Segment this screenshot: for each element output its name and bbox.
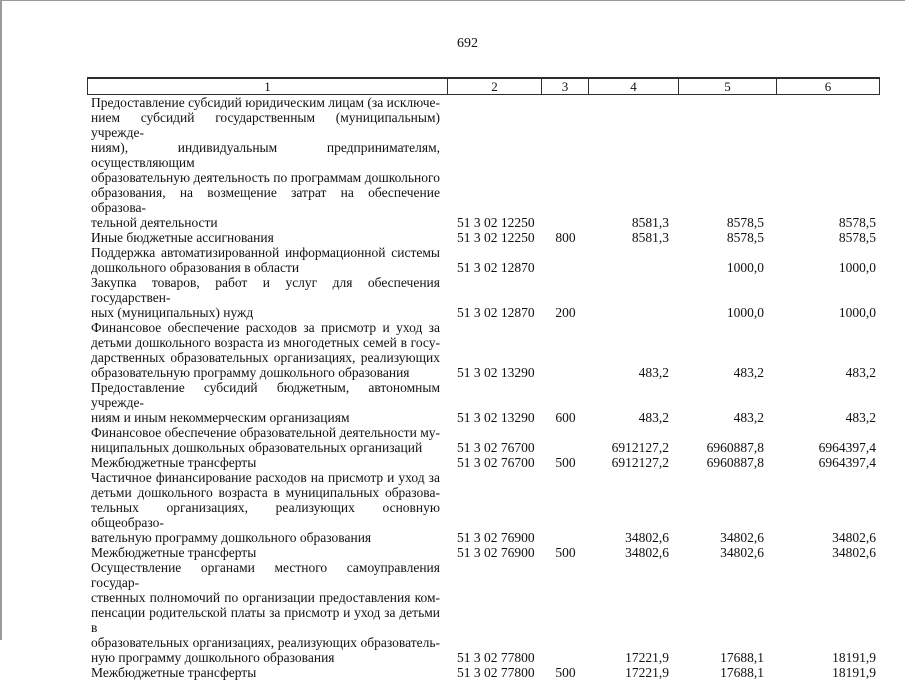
- table-row: [87, 95, 880, 230]
- amount-cell-col6: 483,2: [845, 410, 876, 425]
- description-cell: [87, 425, 448, 455]
- amount-cell-col4: 17221,9: [625, 665, 669, 680]
- table-row: [87, 470, 880, 545]
- amount-cell-col4: 6912127,2: [611, 440, 669, 455]
- expense-type-cell: 500: [555, 455, 576, 470]
- amount-cell-col4: 8581,3: [631, 215, 669, 230]
- description-line: Предоставление субсидий бюджетным, автономным учрежде-: [91, 380, 440, 410]
- table-row: [87, 545, 880, 560]
- header-col-1: 1: [88, 79, 448, 94]
- amount-cell-col5: 34802,6: [720, 530, 764, 545]
- table-row: [87, 230, 880, 245]
- amount-cell-col6: 6964397,4: [818, 440, 876, 455]
- header-col-2: 2: [448, 79, 542, 94]
- description-line: Межбюджетные трансферты: [91, 665, 257, 680]
- target-code-cell: 51 3 02 76900: [457, 530, 535, 545]
- description-line: Частичное финансирование расходов на присмотр и уход за: [91, 470, 440, 485]
- description-line: тельной деятельности: [91, 215, 218, 230]
- expense-type-cell: 600: [555, 410, 576, 425]
- table-row: [87, 245, 880, 275]
- amount-cell-col4: 17221,9: [625, 650, 669, 665]
- amount-cell-col6: 18191,9: [832, 650, 876, 665]
- description-line: ниципальных дошкольных образовательных организаций: [91, 440, 423, 455]
- description-line: Межбюджетные трансферты: [91, 455, 257, 470]
- table-row: [87, 560, 880, 665]
- target-code-cell: 51 3 02 13290: [457, 365, 535, 380]
- table-row: [87, 665, 880, 680]
- amount-cell-col5: 1000,0: [726, 305, 764, 320]
- target-code-cell: 51 3 02 13290: [457, 410, 535, 425]
- description-line: нием субсидий государственным (муниципальным) учрежде-: [91, 110, 440, 140]
- description-line: пенсации родительской платы за присмотр и уход за детьми в: [91, 605, 440, 635]
- expense-type-cell: 200: [555, 305, 576, 320]
- amount-cell-col5: 34802,6: [720, 545, 764, 560]
- description-cell: [87, 470, 448, 545]
- amount-cell-col4: 34802,6: [625, 545, 669, 560]
- description-line: образования, на возмещение затрат на обеспечение образова-: [91, 185, 440, 215]
- description-line: Осуществление органами местного самоуправления государ-: [91, 560, 440, 590]
- target-code-cell: 51 3 02 76900: [457, 545, 535, 560]
- target-code-cell: 51 3 02 12870: [457, 260, 535, 275]
- description-line: образовательную деятельность по программам дошкольного: [91, 170, 440, 185]
- description-cell: [87, 665, 448, 680]
- amount-cell-col5: 8578,5: [726, 215, 764, 230]
- table-header-row: [87, 77, 880, 95]
- expense-type-cell: 500: [555, 545, 576, 560]
- header-col-5: 5: [679, 79, 777, 94]
- amount-cell-col6: 34802,6: [832, 545, 876, 560]
- amount-cell-col6: 8578,5: [838, 215, 876, 230]
- description-line: Поддержка автоматизированной информационной системы: [91, 245, 440, 260]
- description-line: вательную программу дошкольного образования: [91, 530, 372, 545]
- page-number: 692: [457, 36, 478, 51]
- amount-cell-col4: 483,2: [638, 410, 669, 425]
- amount-cell-col4: 8581,3: [631, 230, 669, 245]
- description-line: тельных организациях, реализующих основную общеобразо-: [91, 500, 440, 530]
- amount-cell-col4: 483,2: [638, 365, 669, 380]
- description-cell: [87, 230, 448, 245]
- table-body: [87, 95, 880, 680]
- table-row: [87, 380, 880, 425]
- amount-cell-col6: 6964397,4: [818, 455, 876, 470]
- target-code-cell: 51 3 02 76700: [457, 440, 535, 455]
- description-line: Закупка товаров, работ и услуг для обеспечения государствен-: [91, 275, 440, 305]
- description-cell: [87, 245, 448, 275]
- header-col-4: 4: [589, 79, 679, 94]
- description-line: Финансовое обеспечение образовательной деятельности му-: [91, 425, 440, 440]
- expense-type-cell: 500: [555, 665, 576, 680]
- budget-table: [87, 77, 880, 680]
- description-line: ственных полномочий по организации предоставления ком-: [91, 590, 440, 605]
- amount-cell-col6: 1000,0: [838, 260, 876, 275]
- target-code-cell: 51 3 02 12250: [457, 230, 535, 245]
- amount-cell-col5: 6960887,8: [706, 440, 764, 455]
- description-cell: [87, 380, 448, 425]
- description-cell: [87, 320, 448, 380]
- amount-cell-col6: 18191,9: [832, 665, 876, 680]
- description-line: детьми дошкольного возраста в муниципальных образова-: [91, 485, 440, 500]
- description-line: образовательных организациях, реализующих образователь-: [91, 635, 440, 650]
- amount-cell-col4: 6912127,2: [611, 455, 669, 470]
- amount-cell-col5: 6960887,8: [706, 455, 764, 470]
- amount-cell-col5: 17688,1: [720, 665, 764, 680]
- description-line: Иные бюджетные ассигнования: [91, 230, 274, 245]
- header-col-3: 3: [542, 79, 589, 94]
- table-row: [87, 455, 880, 470]
- description-line: ниям), индивидуальным предпринимателям, осуществляющим: [91, 140, 440, 170]
- description-cell: [87, 275, 448, 320]
- description-line: ную программу дошкольного образования: [91, 650, 335, 665]
- amount-cell-col6: 8578,5: [838, 230, 876, 245]
- amount-cell-col4: 34802,6: [625, 530, 669, 545]
- description-line: дарственных образовательных организациях, реализующих: [91, 350, 440, 365]
- description-cell: [87, 455, 448, 470]
- description-line: Предоставление субсидий юридическим лицам (за исключе-: [91, 95, 440, 110]
- amount-cell-col5: 483,2: [733, 365, 764, 380]
- amount-cell-col5: 483,2: [733, 410, 764, 425]
- amount-cell-col5: 1000,0: [726, 260, 764, 275]
- target-code-cell: 51 3 02 77800: [457, 650, 535, 665]
- description-line: Финансовое обеспечение расходов за присмотр и уход за: [91, 320, 440, 335]
- header-col-6: 6: [824, 78, 832, 94]
- table-row: [87, 425, 880, 455]
- description-line: дошкольного образования в области: [91, 260, 300, 275]
- amount-cell-col6: 1000,0: [838, 305, 876, 320]
- amount-cell-col5: 8578,5: [726, 230, 764, 245]
- expense-type-cell: 800: [555, 230, 576, 245]
- target-code-cell: 51 3 02 77800: [457, 665, 535, 680]
- description-line: Межбюджетные трансферты: [91, 545, 257, 560]
- description-cell: [87, 545, 448, 560]
- amount-cell-col6: 34802,6: [832, 530, 876, 545]
- target-code-cell: 51 3 02 12250: [457, 215, 535, 230]
- amount-cell-col5: 17688,1: [720, 650, 764, 665]
- description-cell: [87, 560, 448, 665]
- description-line: ниям и иным некоммерческим организациям: [91, 410, 350, 425]
- target-code-cell: 51 3 02 76700: [457, 455, 535, 470]
- table-row: [87, 275, 880, 320]
- description-line: ных (муниципальных) нужд: [91, 305, 254, 320]
- amount-cell-col6: 483,2: [845, 365, 876, 380]
- description-line: образовательную программу дошкольного образования: [91, 365, 410, 380]
- description-line: детьми дошкольного возраста из многодетных семей в госу-: [91, 335, 440, 350]
- table-row: [87, 320, 880, 380]
- description-cell: [87, 95, 448, 230]
- target-code-cell: 51 3 02 12870: [457, 305, 535, 320]
